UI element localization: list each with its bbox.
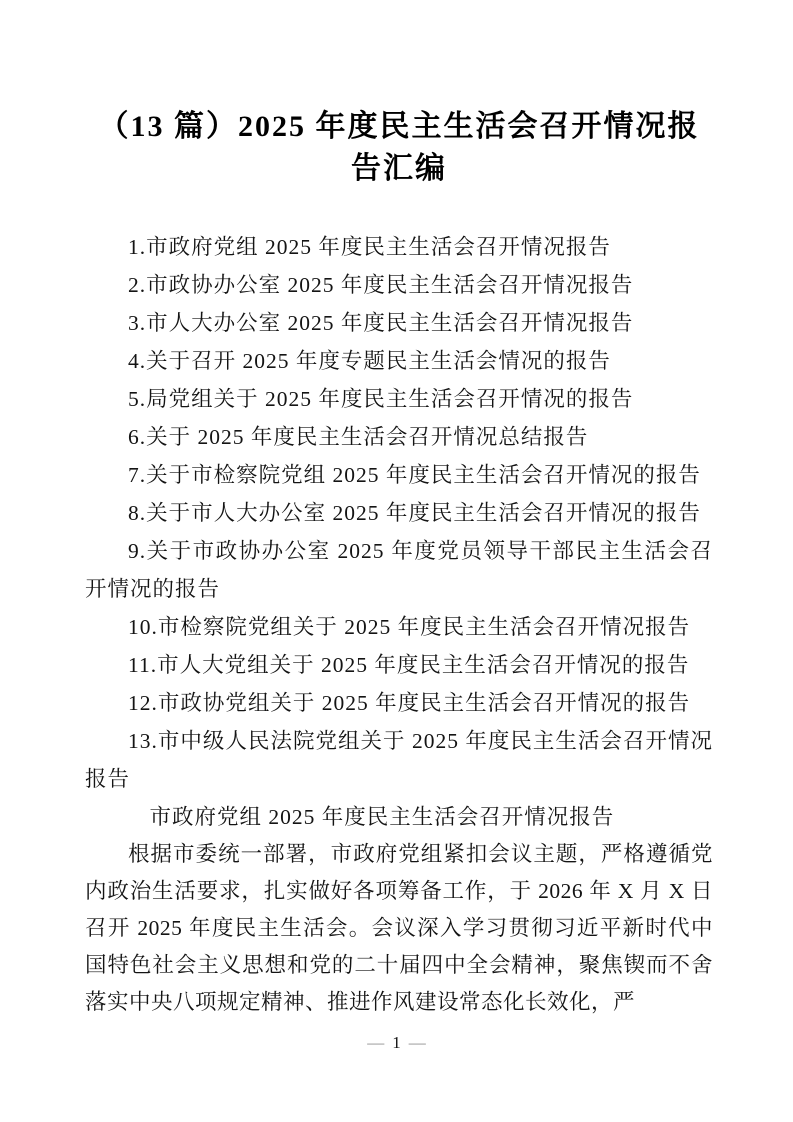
toc-item-6: 6.关于 2025 年度民主生活会召开情况总结报告 bbox=[128, 425, 589, 449]
toc-item-4: 4.关于召开 2025 年度专题民主生活会情况的报告 bbox=[128, 349, 611, 373]
toc-item-7: 7.关于市检察院党组 2025 年度民主生活会召开情况的报告 bbox=[128, 463, 701, 487]
toc-item-10: 10.市检察院党组关于 2025 年度民主生活会召开情况报告 bbox=[128, 615, 691, 639]
page-number: 1 bbox=[392, 1033, 401, 1052]
toc-item-11: 11.市人大党组关于 2025 年度民主生活会召开情况的报告 bbox=[128, 653, 690, 677]
table-of-contents bbox=[85, 228, 713, 798]
footer-dash-right: — bbox=[408, 1033, 426, 1052]
toc-item-9: 9.关于市政协办公室 2025 年度党员领导干部民主生活会召开情况的报告 bbox=[85, 539, 713, 601]
toc-item-5: 5.局党组关于 2025 年度民主生活会召开情况的报告 bbox=[128, 387, 634, 411]
toc-item-1: 1.市政府党组 2025 年度民主生活会召开情况报告 bbox=[128, 235, 611, 259]
toc-item-12: 12.市政协党组关于 2025 年度民主生活会召开情况的报告 bbox=[128, 691, 691, 715]
document-title: （13 篇）2025 年度民主生活会召开情况报告汇编 bbox=[98, 110, 700, 185]
page-footer bbox=[0, 1030, 793, 1056]
toc-item-2: 2.市政协办公室 2025 年度民主生活会召开情况报告 bbox=[128, 273, 634, 297]
toc-item-8: 8.关于市人大办公室 2025 年度民主生活会召开情况的报告 bbox=[128, 501, 701, 525]
section-heading: 市政府党组 2025 年度民主生活会召开情况报告 bbox=[149, 805, 615, 829]
toc-item-3: 3.市人大办公室 2025 年度民主生活会召开情况报告 bbox=[128, 311, 634, 335]
toc-item-13: 13.市中级人民法院党组关于 2025 年度民主生活会召开情况报告 bbox=[85, 729, 713, 791]
footer-dash-left: — bbox=[367, 1033, 385, 1052]
body-paragraph: 根据市委统一部署，市政府党组紧扣会议主题，严格遵循党内政治生活要求，扎实做好各项筹备工作，于 2026 年 X 月 X 日召开 2025 年度民主生活会。会议深入学习贯彻习近平新时代中国特色社会主义思想和党的二十届四中全会精神，聚焦锲而不舍落实中央八项规定精神、推进作风建设常态化长效化，严 bbox=[85, 842, 713, 1014]
